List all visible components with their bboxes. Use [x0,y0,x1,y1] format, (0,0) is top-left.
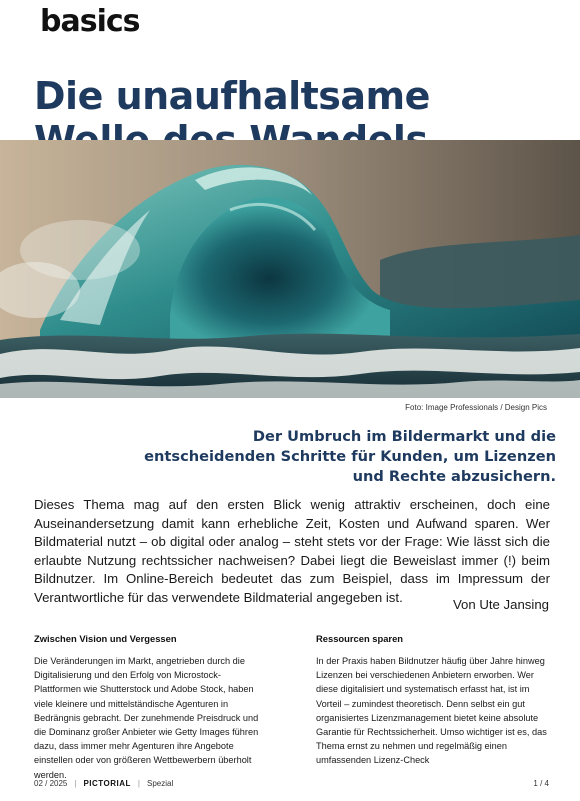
column-right [316,633,548,768]
footer-divider: | [74,779,77,788]
issue-number: 02 / 2025 [34,779,68,788]
column-body: In der Praxis haben Bildnutzer häufig über Jahre hinweg Lizenzen bei verschiedenen Anbietern erworben. Wer diese digitalisiert und systematisch erfasst hat, ist im Vorteil – zumindest theoretisch. Denn selbst ein gut organisiertes Lizenzmanagement bietet keine absolute Garantie für Rechtssicherheit. Umso wichtiger ist es, das Thema ernst zu nehmen und regelmäßig einen umfassenden Lizenz-Check [316,656,547,766]
page-number: 1 / 4 [533,779,549,788]
wave-photo [0,140,580,398]
byline: Von Ute Jansing [452,597,549,612]
column-body: Die Veränderungen im Markt, angetrieben durch die Digitalisierung und den Erfolg von Microstock-Plattformen wie Shutterstock und Adobe Stock, haben viele kleinere und mittelständische Agenturen in Bedrängnis gebracht. Der zunehmende Preisdruck und die Dominanz großer Anbieter wie Getty Images führen dazu, dass immer mehr Agenturen ihre Angebote einstellen oder von größeren Wettbewerbern überholt werden. [34,656,259,780]
lede: Der Umbruch im Bildermarkt und die entscheidenden Schritte für Kunden, um Lizenzen und Rechte abzusichern. [144,428,556,485]
column-heading: Ressourcen sparen [316,633,404,644]
page-footer [34,779,549,788]
section-label: Spezial [147,779,174,788]
page-title: Die unaufhaltsame [34,74,430,118]
wave-photo-illustration [0,140,580,398]
column-heading: Zwischen Vision und Vergessen [34,633,177,644]
column-left [34,633,266,782]
magazine-logo: PICTORIAL [83,779,131,788]
section-tag: basics [40,4,140,39]
intro-paragraph: Dieses Thema mag auf den ersten Blick wenig attraktiv erscheinen, doch eine Auseinandersetzung damit kann erhebliche Zeit, Kosten und Aufwand sparen. Wer Bildmaterial nutzt – ob digital oder analog – steht stets vor der Frage: Wie lässt sich die erlaubte Nutzung rechtssicher nachweisen? Dabei liegt die Beweislast immer (!) beim Bildnutzer. Im Online-Bereich bedeutet das zum Beispiel, dass im Impressum der Verantwortliche für das verwendete Bildmaterial angegeben ist. [34,497,550,605]
photo-credit: Foto: Image Professionals / Design Pics [405,403,547,412]
footer-divider: | [137,779,140,788]
